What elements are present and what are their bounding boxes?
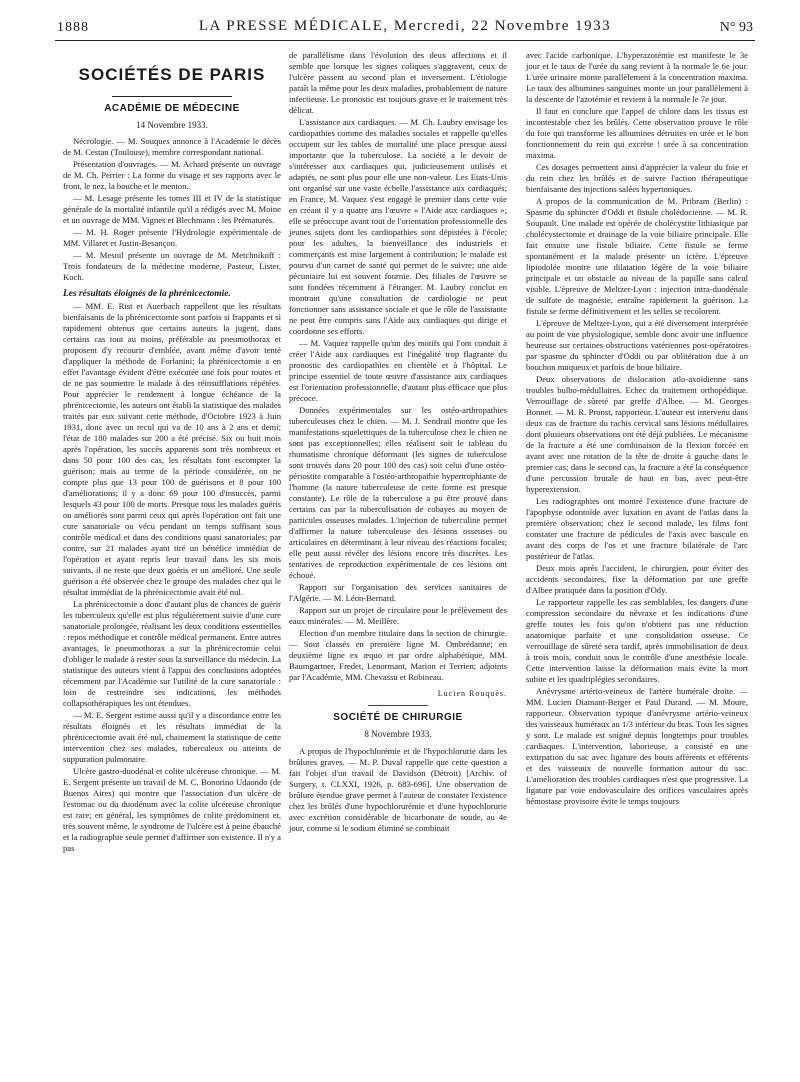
column-3 — [526, 50, 748, 808]
paragraph: Il faut en conclure que l'appel de chlore dans les tissus est incontestable chez les brûlés. Cette observation prouve le rôle du foie qui transforme les albumines détruites en urée et le bon fonctionnement du rein qui excrète ! urée à sa concentration maxima. — [526, 106, 748, 160]
paragraph: Rapport sur l'organisation des services sanitaires de l'Algérie. — M. Léon-Bernard. — [289, 582, 507, 603]
paragraph: A propos de la communication de M. Pribram (Berlin) : Spasme du sphincter d'Oddi et fistule cholédocienne. — M. R. Soupault. Une malade est opérée de cholécystite lithiasique par cholécystectomie et drainage de la voie biliaire principale. Elle fait ensuite une fistule biliaire. Cette fistule se ferme spontanément et la malade présente un ictère. L'épreuve lipiodolée montre une dilatation légère de la voie biliaire principale et un obstacle au niveau de la papille sans calcul visible. L'épreuve de Meltzer-Lyon : injection intra-duodénale de sulfate de magnésie, entraîne rapidement la guérison. La fistule se ferme définitivement et les selles se recolorent. — [526, 196, 748, 316]
divider — [368, 705, 428, 706]
paragraph: — M. E. Sergent estime aussi qu'il y a discordance entre les résultats éloignés et les résultats immédiat de la phrénicectomie avait été nul, chainement la statistique de cette intervention chez ses malades, tuberculeux ou atteints de suppuration pulmonaire. — [63, 710, 281, 765]
paragraph: Les radiographies ont montré l'existence d'une fracture de l'apophyse odontoïde avec luxation en avant de l'atlas dans la première observation; chez le second malade, les films font constater une fracture de pédicules de l'axis avec bascule en avant des corps de l'os et une fracture bilatérale de l'arc postérieur de l'atlas. — [526, 496, 748, 561]
paragraph: Données expérimentales sur les ostéo-arthropathies tuberculeuses chez le chien. — M. J. Sendrail montre que les manifestations squelettiques de la tuberculose chez le chien ne sont pas exceptionnelles; elles réalisent soit le tableau du rhumatisme chronique déformant (les signes de tuberculose sont trouvés dans 20 pour 100 des cas) soit celui d'une ostéo-périostite comparable à l'ostéo-arthropathie hypertrophiante de l'homme (la nature tuberculeuse de cette forme est presque constante). Le rôle de la tuberculose a pu être prouvé dans certains cas par la tuberculisation de cobayes au moyen de particules osseuses malades. L'injection de tuberculine permet d'affirmer la nature tuberculeuse des lésions osseuses ou articulaires en déterminant à leur niveau des réactions focales; elle peut aussi révéler des lésions encore très discrètes. Les tentatives de reproduction expérimentale de ces lésions ont échoué. — [289, 405, 507, 580]
paragraph: Election d'un membre titulaire dans la section de chirurgie. — Sont classés en première ligne M. Ombrédanne; en deuxième ligne ex æquo et par ordre alphabétique, MM. Baumgartner, Fredet, Lenormant, Marion et Terrien; adjoints par l'Académie, MM. Chevassu et Robineau. — [289, 628, 507, 682]
paragraph: L'épreuve de Meltzer-Lyon, qui a été diversement interprétée au point de vue physiologique, semble donc avoir une influence heureuse sur certaines obstructions vatériennes post-opératoires par spasme du sphincter d'Oddi ou par oblitération due à un bouchon muqueux et parfois de boue biliaire. — [526, 318, 748, 372]
paragraph: Le rapporteur rappelle les cas semblables, les dangers d'une compression secondaire du névraxe et les indications d'une greffe toutes les fois qu'on n'obtient pas une réduction anatomique parfaite et une consolidation osseuse. Ce verrouillage de sûreté sera tardif, après immobilisation de deux à trois mois, conduit sous le contrôle d'une anesthésie locale. Cette intervention laisse la déformation mais évite la mort subite et les quadriplégies secondaires. — [526, 597, 748, 684]
paragraph: de parallélisme dans l'évolution des deux affections et il semble que lorsque les signes coliques s'aggravent, ceux de l'ulcère passent au second plan et inversement. L'étiologie paraît la même pour les deux maladies, probablement de nature infectieuse. Le pronostic est toujours grave et le traitement très délicat. — [289, 50, 507, 115]
subheading: Les résultats éloignés de la phrénicectomie. — [63, 289, 231, 300]
column-2 — [289, 50, 507, 835]
surgery-heading: SOCIÉTÉ DE CHIRURGIE — [333, 712, 463, 724]
section-title: SOCIÉTÉS DE PARIS — [78, 65, 266, 84]
academy-heading: ACADÉMIE DE MÉDECINE — [104, 102, 240, 114]
paragraph: La phrénicectomie a donc d'autant plus de chances de guérir les tuberculeux qu'elle est plus régulièrement suivie d'une cure sanatoriale prolongée, réalisant les deux conditions essentielles : repos méthodique et contrôle médical permanent. Entre autres avantages, le pneumothorax a sur la phrénicectomie celui d'obliger le malade à rester sous la surveillance du médecin. La statistique des auteurs vient à l'appui des conclusions adoptées récemment par l'Académie sur l'utilité de la cure sanatoriale : loin de restreindre ses indications, les méthodes collapsothérapiques les ont étendues. — [63, 599, 281, 709]
author-signature: Lucien Rouquès. — [437, 689, 507, 698]
paragraph: Deux observations de dislocation atlo-axoïdienne sans troubles bulbo-médullaires. Echec du traitement orthopédique. Verrouillage de sûreté par greffe d'Albee. — M. Georges Bonnet. — M. R. Pronst, rapporteur. L'auteur est intervenu dans deux cas de fracture du rachis cervical sans lésions médullaires dont plusieurs observations ont été déjà publiées. Le mécanisme de la fracture a été une combinaison de la flexion forcée en avant avec une rotation de la tête de droite à gauche dans le premier cas; dans le second cas, la fracture a été la conséquence d'une percussion brutale de haut en bas, avec peut-être hyperextension. — [526, 374, 748, 494]
academy-date: 14 Novembre 1933. — [136, 119, 208, 130]
paragraph: Deux mois après l'accident, le chirurgien, pour éviter des accidents secondaires, fixe la déformation par une greffe d'Albee pratiquée dans la position d'Ody. — [526, 563, 748, 595]
page-header — [55, 14, 755, 41]
paragraph: Ulcère gastro-duodénal et colite ulcéreuse chronique. — M. E. Sergent présente un travail de M. C. Bonorino Udaondo (de Buenos Aires) qui montre que l'association d'un ulcère de l'estomac ou du duodénum avec la colite ulcéreuse chronique est rare; en général, les symptômes de colite prédominent et, très souvent même, le syndrome de l'ulcère est à peine ébauché et la radiographie seule permet d'affirmer son existence. Il n'y a pas — [63, 766, 281, 854]
paragraph: Nécrologie. — M. Souques annonce à l'Académie le décès de M. Cestan (Toulouse), membre correspondant national. — [63, 136, 281, 158]
paragraph: Ces dosages permettent ainsi d'apprécier la valeur du foie et du rein chez les brûlés et de suivre l'action thérapeutique bienfaisante des injections salées hypertoniques. — [526, 162, 748, 194]
paragraph: — M. Mesnil présente un ouvrage de M. Metchnikoff : Trois fondateurs de la médecine moderne, Pasteur, Lister, Koch. — [63, 250, 281, 283]
divider — [112, 96, 232, 97]
page-number: 1888 — [57, 20, 89, 35]
paragraph: avec l'acide carbonique. L'hyperazotémie est manifeste le 3e jour et le taux de l'urée du sang revient à la normale le 6e jour. L'urée urinaire monte parallèlement à la concentration maxima. Le taux des albumines sanguines monte un jour parallèlement à la descente de l'azotémie et revient à la normale le 7e jour. — [526, 50, 748, 104]
paragraph: Présentation d'ouvrages. — M. Achard présente un ouvrage de M. Ch. Perrier : La forme du visage et ses rapports avec le front, le nez, la bouche et le menton. — [63, 159, 281, 192]
paragraph: Anévrysme artério-veineux de l'artère humérale droite. — MM. Lucien Diamant-Berger et Paul Durand. — M. Moure, rapporteur. Observation typique d'anévrysme artério-veineux des vaisseaux huméraux au 1/3 inférieur du bras. Tous les signes y sont. Le malade est soigné depuis longtemps pour troubles cardiaques. L'intervention, laborieuse, a consisté en une extirpation du sac avec ligature des bouts afférents et efférents et des vaisseaux de nouvelle formation autour du sac. L'amélioration des troubles cardiaques n'est que progressive. La ligature par voie endovasculaire des orifices vasculaires après hémostase provisoire évite le temps toujours — [526, 686, 748, 806]
paragraph: — MM. E. Rist et Auerbach rappellent que les résultats bienfaisants de la phrénicectomie sont parfois si frappants et si rapidement obtenus que certains auteurs la jugent, dans certains cas tout au moins, préférable au pneumothorax et proposent d'y recourir d'emblée, avant même d'avoir tenté d'appliquer la méthode de Forlanini; la phrénicectomie a en effet l'avantage évident d'être exécutée une fois pour toutes et de ne pas soumettre le malade à des réinsufflations répétées. Pour apprécier le rendement à longue échéance de la phrénicectomie, les auteurs ont établi la statistique des malades traités par eux suivant cette méthode, d'Octobre 1923 à Juin 1931, donc avec un recul qui va de 10 ans à 2 ans et demi; l'état de 180 malades sur 200 a été précisé. Six ou huit mois après l'opération, les succès apparents sont très nombreux et dans 50 pour 100 des cas, les résultats font escompter la guérison; mais au terme de la période considérée, on ne compte plus que 13 pour 100 de guérisons et 8 pour 100 d'améliorations; il y a donc 69 pour 100 d'insuccès, parmi lesquels 43 pour 100 de morts. Presque tous les malades guéris ou améliorés sont parmi ceux qui après l'opération ont fait une cure sanatoriale ou vécu pendant un temps suffisant sous contrôle médical et dans des conditions quasi sanatoriales; par contre, sur 21 malades ayant tiré un bénéfice immédiat de l'opération et ayant repris leur travail dans les six mois suivants, il ne reste que deux guéris et un amélioré. Une seule guérison a été observée chez le groupe des malades chez qui le résultat immédiat de la phrénicectomie avait été nul. — [63, 301, 281, 598]
journal-title: LA PRESSE MÉDICALE, Mercredi, 22 Novembre 1933 — [198, 18, 612, 34]
paragraph: — M. Vaquez rappelle qu'un des motifs qui l'ont conduit à créer l'Aide aux cardiaques est l'inégalité trop flagrante du pronostic des cardiopathies en clientèle et à l'hôpital. Le principe essentiel de toute œuvre d'assistance aux cardiaques est l'orientation professionnelle, d'autant plus efficace que plus précoce. — [289, 338, 507, 403]
surgery-date: 8 Novembre 1933. — [364, 729, 432, 740]
paragraph: Rapport sur un projet de circulaire pour le prélèvement des eaux minérales. — M. Meillère. — [289, 605, 507, 626]
paragraph: — M. H. Roger présente l'Hydrologie expérimentale de MM. Villaret et Justin-Besançon. — [63, 227, 281, 249]
paragraph: A propos de l'hypochlorémie et de l'hypochlorurie dans les brûlures graves. — M. P. Duval rappelle que cette question a fait l'objet d'un travail de Davidson (Détroit) [Archiv. of Surgery, t. CLXXI, 1926, p. 683-696]. Une observation de brûlure étendue grave permet à l'auteur de constater l'existence chez les brûlés d'une hypochlorurémie et d'une hypochlorurie avec excrétion considérable de bicarbonate de soude, au 4e jour, comme si le sodium éliminé se combinait — [289, 745, 507, 833]
column-1 — [63, 50, 281, 855]
issue-number: N° 93 — [719, 20, 753, 35]
paragraph: — M. Lesage présente les tomes III et IV de la statistique générale de la mortalité infantile qu'il a rédigés avec M. Moine et un ouvrage de MM. Vignes et Blechmann : les Prématurés. — [63, 193, 281, 226]
paragraph: L'assistance aux cardiaques. — M. Ch. Laubry envisage les cardiopathies comme des maladies sociales et rappelle qu'elles occupent sur les tables de mortalité une place presque aussi importante que la tuberculose. La société a le devoir de s'intéresser aux cardiaques qui, judicieusement utilisés et adaptés, ne sont plus pour elle une non-valeur. Les Etats-Unis ont organisé sur une vaste échelle l'assistance aux cardiaques; en France, M. Vaquez s'est engagé le premier dans cette voie en créant il y a quatre ans l'œuvre « l'Aide aux cardiaques »; elle se préoccupe avant tout de l'orientation professionnelle des jeunes sujets dont les cardiopathies sont dépistées à l'école; pour les adultes, la bienveillance des industriels et commerçants est mise largement à contribution; le malade est pourvu d'un carnet de santé qui permet de le suivre; une aide pécuniaire lui est souvent fournie. Des filiales de l'œuvre se sont fondées récemment à l'étranger. M. Laubry conclut en montrant qu'une consultation de cardiologie ne peut fonctionner sans assistance sociale et que le rôle de l'assistante ne peut être compris sans l'Aide aux cardiaques qui dirige et coordonne ses efforts. — [289, 117, 507, 336]
